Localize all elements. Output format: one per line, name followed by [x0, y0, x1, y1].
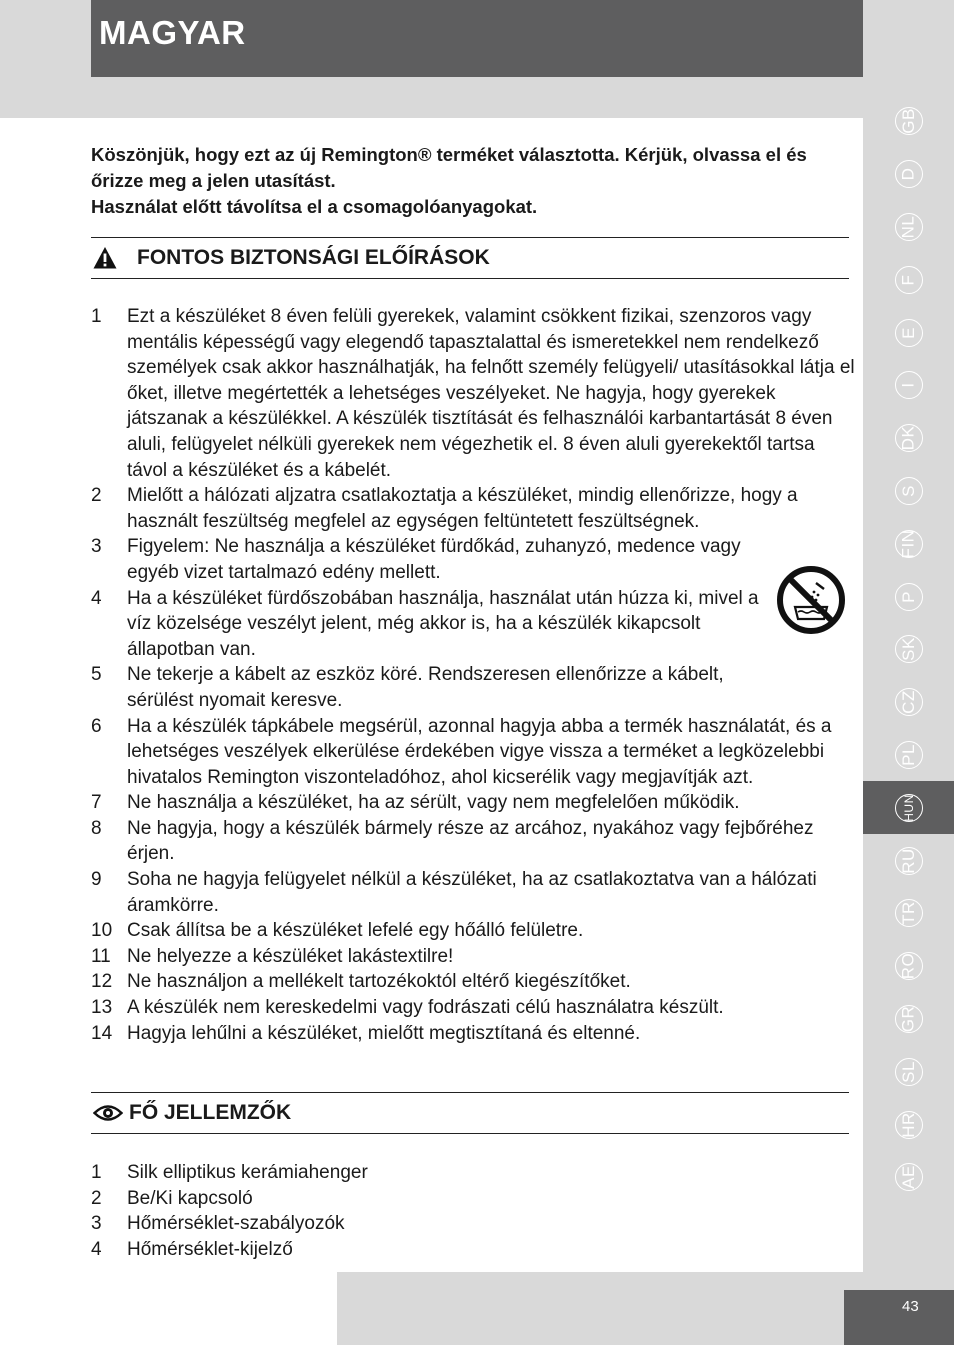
language-badge: [895, 1163, 923, 1191]
list-item-text: A készülék nem kereskedelmi vagy fodrászati célú használatra készült.: [127, 997, 724, 1019]
language-badge: [895, 424, 923, 452]
language-label: P: [898, 590, 918, 603]
list-item-text: Soha ne hagyja felügyelet nélkül a készüléket, ha az csatlakoztatva van a hálózati áramkörre.: [127, 869, 817, 916]
language-label: GB: [898, 108, 918, 135]
warning-triangle-icon: [93, 246, 117, 270]
language-tab-ae[interactable]: [863, 1151, 954, 1204]
language-tab-gr[interactable]: [863, 993, 954, 1046]
list-item-number: 1: [91, 1162, 102, 1183]
language-label: E: [898, 326, 918, 339]
language-badge: [895, 371, 923, 399]
language-tab-gb[interactable]: [863, 95, 954, 148]
language-label: SL: [898, 1060, 918, 1083]
list-item-text: Ne hagyja, hogy a készülék bármely része az arcához, nyakához vagy fejbőréhez érjen.: [127, 817, 814, 865]
language-badge: [895, 741, 923, 769]
page-number: 43: [902, 1298, 919, 1315]
list-item-text: Figyelem: Ne használja a készüléket fürdőkád, zuhanyzó, medence vagy egyéb vizet tartalmazó edény mellett.: [127, 536, 741, 583]
language-label: RU: [898, 847, 918, 874]
list-item-number: 1: [91, 306, 102, 327]
language-tab-sk[interactable]: [863, 623, 954, 676]
features-list: [91, 1160, 856, 1262]
eye-icon: [93, 1102, 123, 1124]
list-item-text: Csak állítsa be a készüléket lefelé egy hőálló felületre.: [127, 920, 584, 942]
language-tab-hr[interactable]: [863, 1098, 954, 1151]
language-label: HUN: [901, 794, 916, 822]
list-item: [91, 1237, 856, 1263]
list-item: [91, 714, 856, 791]
list-item-number: 4: [91, 1238, 102, 1260]
language-badge: [895, 688, 923, 716]
list-item: [91, 1186, 856, 1212]
no-water-use-icon: [776, 565, 846, 635]
features-heading-text: FŐ JELLEMZŐK: [129, 1101, 292, 1124]
language-badge: [895, 847, 923, 875]
language-badge: [895, 794, 923, 822]
language-label: F: [898, 274, 918, 286]
language-badge: [895, 899, 923, 927]
language-label: SK: [898, 637, 918, 662]
list-item-number: 6: [91, 715, 102, 737]
list-item-text: Hagyja lehűlni a készüléket, mielőtt megtisztítaná és eltenné.: [127, 1022, 641, 1044]
language-label: NL: [898, 215, 918, 239]
list-item-text: Be/Ki kapcsoló: [127, 1187, 253, 1209]
intro-line-2: Használat előtt távolítsa el a csomagolóanyagokat.: [91, 196, 538, 217]
list-item-text: Mielőtt a hálózati aljzatra csatlakoztatja a készüléket, mindig ellenőrizze, hogy a használt feszültség megfelel az egységen feltüntetett feszültségnek.: [127, 485, 798, 532]
list-item-text: Ha a készülék tápkábele megsérül, azonnal hagyja abba a termék használatát, és a lehetséges veszélyek elkerülése érdekében vigye vissza a terméket a legközelebbi hivatalos Remington viszonteladóhoz, ahol kicserélik vagy megjavítják azt.: [127, 715, 832, 788]
language-tab-dk[interactable]: [863, 412, 954, 465]
list-item-text: Ezt a készüléket 8 éven felüli gyerekek, valamint csökkent fizikai, szenzoros vagy mentális képességű vagy elegendő tapasztalattal és ismeretekkel nem rendelkező személyek csak akkor használhatják, ha felnőtt személy felügyeli/ utasításokkal látja el őket, illetve megértették a lehetséges veszélyeket. Ne hagyja, hogy gyerekek játszanak a készülékkel. A készülék tisztítását és felhasználói karbantartását 8 éven aluli, felügyelet nélküli gyerekek nem végezhetik el. 8 éven aluli gyerekektől tartsa távol a készüléket és a kábelét.: [127, 306, 855, 481]
language-badge: [895, 1058, 923, 1086]
language-label: RO: [898, 952, 918, 980]
list-item: [91, 995, 856, 1021]
list-item: [91, 534, 856, 585]
list-item-text: Hőmérséklet-kijelző: [127, 1238, 293, 1260]
list-item-number: 13: [91, 997, 113, 1019]
language-badge: [895, 1005, 923, 1033]
list-item-text: Ne helyezze a készüléket lakástextilre!: [127, 945, 454, 967]
list-item-number: 9: [91, 869, 102, 891]
language-label: CZ: [898, 690, 918, 714]
language-tab-fin[interactable]: [863, 517, 954, 570]
language-tab-s[interactable]: [863, 465, 954, 518]
language-tab-pl[interactable]: [863, 729, 954, 782]
list-item-number: 8: [91, 817, 102, 839]
language-tab-e[interactable]: [863, 306, 954, 359]
list-item-number: 4: [91, 587, 102, 609]
list-item-number: 2: [91, 485, 102, 507]
language-label: PL: [898, 744, 918, 766]
language-tab-d[interactable]: [863, 148, 954, 201]
language-badge: [895, 635, 923, 663]
list-item: [91, 944, 856, 970]
safety-heading-text: FONTOS BIZTONSÁGI ELŐÍRÁSOK: [137, 246, 490, 269]
language-label: FIN: [898, 529, 918, 559]
list-item: [91, 586, 856, 663]
list-item-text: Hőmérséklet-szabályozók: [127, 1213, 345, 1235]
list-item-number: 3: [91, 1213, 102, 1235]
list-item-text: Ne tekerje a kábelt az eszköz köré. Rendszeresen ellenőrizze a kábelt, sérülést nyomait keresve.: [127, 664, 724, 711]
list-item-text: Silk elliptikus kerámiahenger: [127, 1162, 368, 1183]
features-heading: [91, 1092, 849, 1134]
safety-heading: [91, 237, 849, 279]
list-item-number: 7: [91, 792, 102, 814]
language-badge: [895, 477, 923, 505]
list-item-number: 11: [91, 945, 111, 967]
language-badge: [895, 530, 923, 558]
language-label: TR: [898, 901, 918, 926]
list-item-number: 10: [91, 920, 113, 942]
list-item-text: Ha a készüléket fürdőszobában használja, használat után húzza ki, mivel a víz közelsége veszélyt jelent, még akkor is, ha a készülék kikapcsolt állapotban van.: [127, 587, 759, 660]
language-label: D: [898, 167, 918, 181]
language-tab-i[interactable]: [863, 359, 954, 412]
list-item-number: 3: [91, 536, 102, 558]
language-tab-p[interactable]: [863, 570, 954, 623]
header-bar: [91, 0, 863, 77]
language-badge: [895, 1111, 923, 1139]
safety-list: [91, 304, 856, 1046]
list-item-number: 5: [91, 664, 102, 686]
list-item: [91, 867, 856, 918]
language-badge: [895, 160, 923, 188]
intro-line-1: Köszönjük, hogy ezt az új Remington® terméket választotta. Kérjük, olvassa el és őrizze meg a jelen utasítást.: [91, 144, 807, 191]
language-badge: [895, 213, 923, 241]
page-number-box: [844, 1290, 954, 1345]
language-label: HR: [898, 1111, 918, 1138]
list-item: [91, 1211, 856, 1237]
language-sidebar: [863, 95, 954, 1204]
list-item: [91, 918, 856, 944]
list-item: [91, 969, 856, 995]
language-tab-cz[interactable]: [863, 676, 954, 729]
list-item: [91, 790, 856, 816]
language-badge: [895, 583, 923, 611]
language-badge: [895, 952, 923, 980]
bottom-margin: [0, 1272, 337, 1345]
list-item-number: 14: [91, 1022, 113, 1044]
language-tab-sl[interactable]: [863, 1045, 954, 1098]
list-item-number: 12: [91, 971, 113, 993]
list-item: [91, 304, 856, 483]
list-item-number: 2: [91, 1187, 102, 1209]
language-label: S: [898, 485, 918, 497]
list-item: [91, 662, 856, 713]
list-item: [91, 1021, 856, 1047]
list-item: [91, 483, 856, 534]
language-tab-hun[interactable]: [863, 781, 954, 834]
language-tab-ro[interactable]: [863, 940, 954, 993]
page-title: MAGYAR: [99, 14, 246, 51]
language-badge: [895, 107, 923, 135]
language-label: GR: [898, 1005, 918, 1033]
language-tab-nl[interactable]: [863, 201, 954, 254]
list-item-text: Ne használja a készüléket, ha az sérült, vagy nem megfelelően működik.: [127, 792, 740, 814]
language-badge: [895, 266, 923, 294]
list-item: [91, 816, 856, 867]
language-badge: [895, 319, 923, 347]
language-tab-f[interactable]: [863, 253, 954, 306]
language-tab-tr[interactable]: [863, 887, 954, 940]
intro-text: [91, 142, 856, 220]
language-label: DK: [898, 425, 918, 451]
language-label: AE: [898, 1165, 918, 1190]
language-label: I: [898, 382, 918, 388]
language-tab-ru[interactable]: [863, 834, 954, 887]
list-item-text: Ne használjon a mellékelt tartozékoktól eltérő kiegészítőket.: [127, 971, 631, 993]
list-item: [91, 1160, 856, 1186]
